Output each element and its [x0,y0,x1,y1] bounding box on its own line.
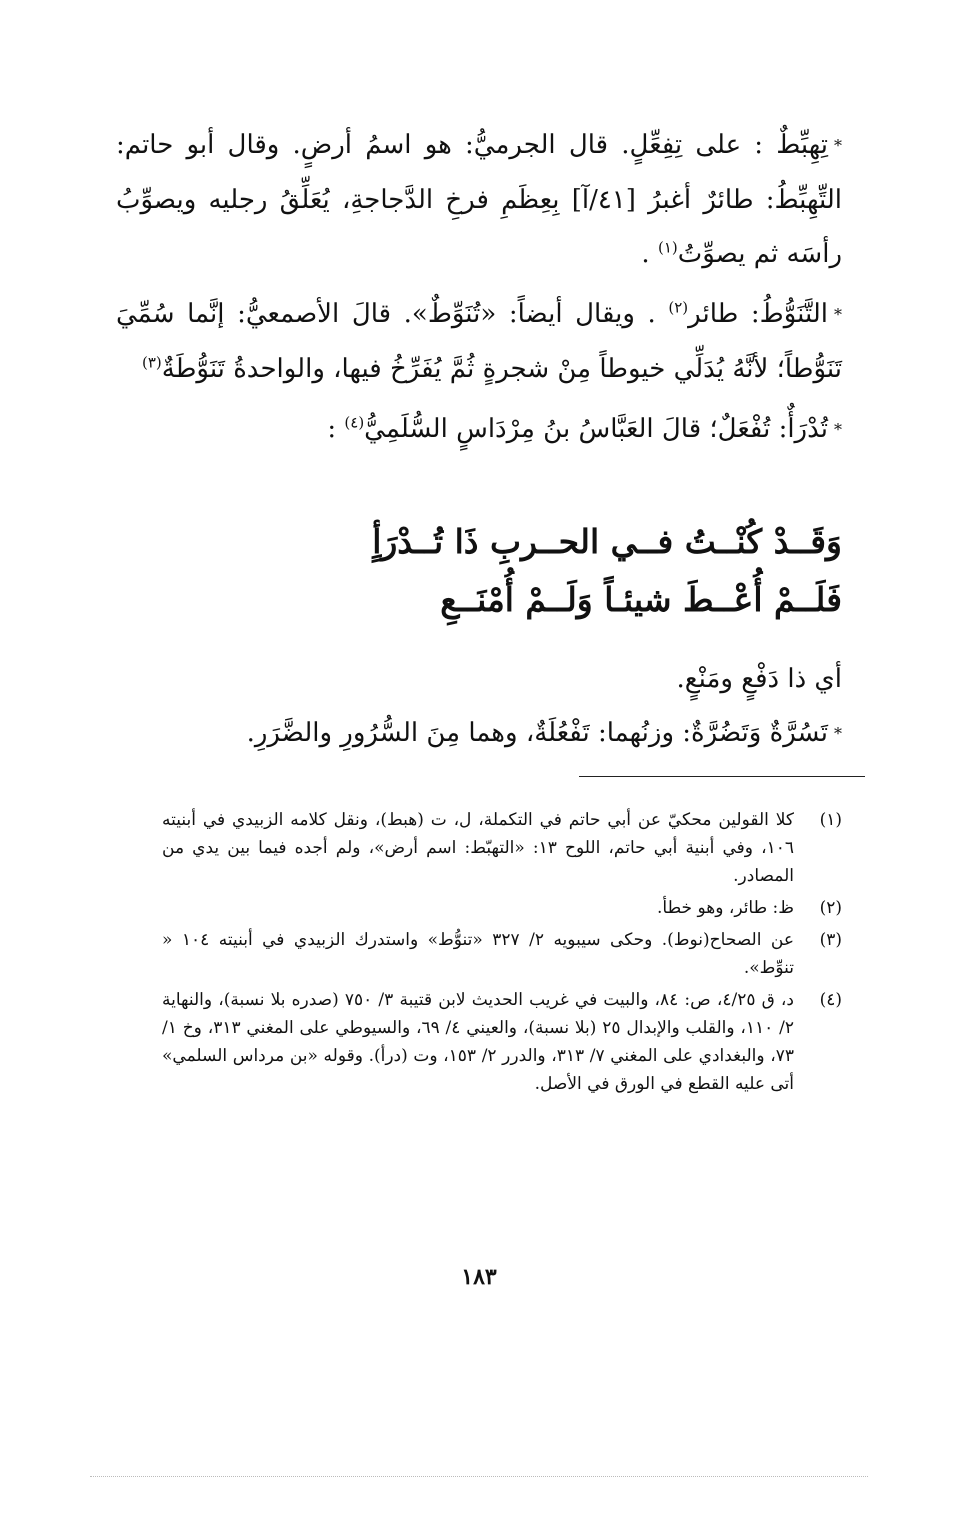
footnote [162,986,842,1098]
page-number: ١٨٣ [461,1264,497,1290]
footnote-text: عن الصحاح(نوط). وحكى سيبويه ٢/ ٣٢٧ «تنوُّط» واستدرك الزبيدي في أبنيته ١٠٤ « تنوِّط». [162,930,794,978]
footnote-ref: (٤) [344,413,365,432]
entry-star: * [833,305,842,324]
entry-tudra [116,402,842,457]
entry-tanawwut [116,287,842,396]
footnote-text: ظ: طائر، وهو خطأ. [657,898,794,918]
entry-end: : [327,414,345,444]
entry-line: سُمِّيَ تَنَوُّطاً؛ لأنَّهُ يُدَلِّي خيوطاً مِنْ شجرةٍ ثُمَّ يُفَرِّخُ فيها، والواحدةُ [116,299,842,384]
entry-tasurra [116,706,842,761]
entry-line: حاتم: التِّهِبِّطُ: طائرٌ أغبرُ [٤١/آ] بِعِظَمِ فرخِ الدَّجاجةِ، يُعَلِّقُ [116,130,842,215]
footnote-text: د، ق ٤/٢٥، ص: ٨٤، والبيت في غريب الحديث لابن قتيبة ٣/ ٧٥٠ (صدره بلا نسبة)، والنهاية ٢/ ١١٠، والقلب والإبدال ٢٥ (بلا نسبة)، والعيني ٤/ ٦٩، والسيوطي على المغني ٣١٣، وخ ١/ ٧٣، والبغدادي على المغني ٧/ ٣١٣، والدرر ٢/ ١٥٣، وت (درأ). وقوله «بن مرداس السلمي» أتى عليه القطع في الورق في الأصل. [162,990,794,1094]
entry-line: تَنَوُّطَةٌ [161,354,225,384]
footnote-number: (٣) [819,930,842,950]
main-text [116,118,842,471]
footnote-number: (٢) [819,898,842,918]
entry-star: * [834,136,842,155]
footnote-number: (١) [819,810,842,830]
gloss-line: أي ذا دَفْعٍ ومَنْعٍ. [676,664,842,694]
footnote-ref: (٣) [141,353,162,372]
footnote [162,806,842,890]
footnote [162,894,842,922]
entry-head: التَّنَوُّطُ: طائر [688,299,828,329]
verse-second-hemistich: فَلَــمْ أُعْــطَ شيئـاً وَلَــمْ أُمْنَــعِ [440,580,842,619]
scan-edge-divider [90,1476,868,1477]
footnote-ref: (١) [657,238,678,257]
entry-star: * [834,724,842,743]
entry-line: . ويقال أيضاً: «تُنَوِّطٌ». قالَ الأصمعيُّ: إنَّما [187,299,669,329]
footnote [162,926,842,982]
footnote-number: (٤) [819,990,842,1010]
entry-line: تَسُرَّةٌ وَتَضُرَّةٌ: وزنُهما: تَفْعُلَةٌ، وهما مِنَ السُّرُورِ والضَّرَرِ. [246,718,828,748]
after-verse-text [116,652,842,761]
verse-first-hemistich: وَقَــدْ كُنْــتُ فــي الحــربِ ذَا تُــدْرَأٍ [372,522,842,561]
entry-line: رجليه ويصوِّبُ رأسَه ثم يصوِّتُ [116,185,842,269]
entry-star: * [834,420,842,439]
footnote-separator [579,776,865,777]
entry-end: . [641,239,658,269]
entry-line: تُدْرَأٌ: تُفْعَلٌ؛ قالَ العَبَّاسُ بنُ مِرْدَاسٍ السُّلَمِيُّ [364,414,828,444]
entry-tihibbit [116,118,842,281]
footnote-ref: (٢) [668,298,689,317]
footnotes [162,806,842,1102]
entry-line: تِهِبِّطٌ : على تِفِعِّلٍ. قال الجرميُّ: هو اسمُ أرضٍ. وقال أبو [186,130,828,160]
footnote-text: كلا القولين محكيّ عن أبي حاتم في التكملة، ل، ت (هبط)، ونقل كلامه الزبيدي في أبنيته ١٠٦، وفي أبنية أبي حاتم، اللوح ١٣: «التهبّط: اسم أرض»، ولم أجده فيما بين يدي من المصادر. [162,810,795,886]
